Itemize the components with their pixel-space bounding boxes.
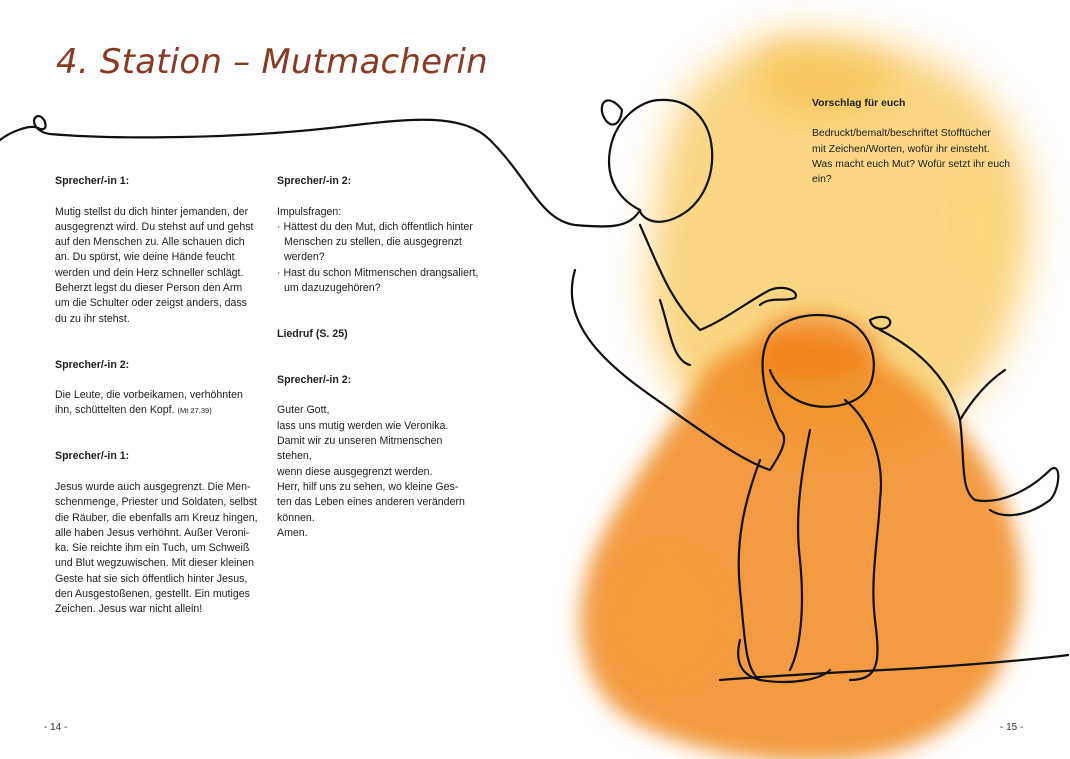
text-line: schenmenge, Priester und Soldaten, selbst bbox=[55, 496, 257, 509]
list-item bbox=[277, 266, 492, 297]
page-number-left: - 14 - bbox=[44, 722, 68, 733]
prayer-line: Guter Gott, bbox=[277, 404, 330, 417]
speaker-heading: Sprecher/-in 2: bbox=[55, 358, 130, 371]
text-line: an. Du spürst, wie deine Hände feucht bbox=[55, 251, 235, 264]
suggestion-line: Bedruckt/bemalt/beschriftet Stofftücher bbox=[812, 128, 991, 140]
text-line: alle haben Jesus verhöhnt. Außer Veroni- bbox=[55, 526, 250, 539]
prayer-line: Damit wir zu unseren Mitmenschen bbox=[277, 435, 443, 448]
prayer-line: stehen, bbox=[277, 450, 312, 463]
page-number-right: - 15 - bbox=[1000, 722, 1024, 733]
suggestion-line: Was macht euch Mut? Wofür setzt ihr euch bbox=[812, 158, 1011, 170]
suggestion-line: ein? bbox=[812, 174, 832, 186]
middle-column bbox=[277, 174, 492, 541]
prayer-line: Amen. bbox=[277, 526, 308, 539]
impulse-list bbox=[277, 220, 492, 296]
text-line: werden und dein Herz schneller schlägt. bbox=[55, 266, 244, 279]
text-line: auf den Menschen zu. Alle schauen dich bbox=[55, 236, 245, 249]
song-heading: Liedruf (S. 25) bbox=[277, 327, 348, 340]
text-line: und Blut wegzuwischen. Mit dieser kleinen bbox=[55, 557, 255, 570]
text-fragment: werden? bbox=[284, 251, 325, 264]
text-fragment: ihn, schüttelten den Kopf. bbox=[55, 404, 175, 417]
suggestion-box bbox=[812, 96, 1022, 187]
prayer-line: können. bbox=[277, 511, 315, 524]
impulse-intro: Impulsfragen: bbox=[277, 205, 342, 218]
speaker-heading: Sprecher/-in 1: bbox=[55, 450, 130, 463]
text-line bbox=[55, 403, 270, 418]
text-line: die Räuber, die ebenfalls am Kreuz hingen, bbox=[55, 511, 258, 524]
text-fragment: Menschen zu stellen, die ausgegrenzt bbox=[284, 236, 462, 249]
speaker-heading: Sprecher/-in 1: bbox=[55, 175, 130, 187]
text-fragment: Hast du schon Mitmenschen drangsaliert, bbox=[283, 266, 479, 279]
text-line: Beherzt legst du dieser Person den Arm bbox=[55, 282, 243, 295]
speaker-heading: Sprecher/-in 2: bbox=[277, 373, 352, 386]
text-fragment: Hättest du den Mut, dich öffentlich hinter bbox=[283, 220, 473, 233]
text-line: Zeichen. Jesus war nicht allein! bbox=[55, 603, 203, 616]
suggestion-heading: Vorschlag für euch bbox=[812, 98, 906, 109]
text-line: Geste hat sie sich öffentlich hinter Jesus, bbox=[55, 572, 248, 585]
prayer-line: wenn diese ausgegrenzt werden. bbox=[277, 465, 433, 478]
text-line: Die Leute, die vorbeikamen, verhöhnten bbox=[55, 389, 243, 402]
prayer-line: Herr, hilf uns zu sehen, wo kleine Ges- bbox=[277, 480, 459, 493]
text-fragment: um dazuzugehören? bbox=[284, 282, 381, 295]
speaker-heading: Sprecher/-in 2: bbox=[277, 175, 352, 187]
text-line: ausgegrenzt wird. Du stehst auf und gehst bbox=[55, 220, 254, 233]
text-line: den Ausgestoßenen, gestellt. Ein mutiges bbox=[55, 588, 250, 601]
prayer-line: lass uns mutig werden wie Veronika. bbox=[277, 419, 449, 432]
text-line: Jesus wurde auch ausgegrenzt. Die Men- bbox=[55, 480, 251, 493]
text-line: du zu ihr stehst. bbox=[55, 312, 130, 325]
left-column bbox=[55, 174, 270, 618]
prayer-line: ten das Leben eines anderen verändern bbox=[277, 496, 465, 509]
text-line: ka. Sie reichte ihm ein Tuch, um Schweiß bbox=[55, 542, 250, 555]
text-line: Mutig stellst du dich hinter jemanden, der bbox=[55, 205, 249, 218]
suggestion-line: mit Zeichen/Worten, wofür ihr einsteht. bbox=[812, 143, 990, 155]
text-line: um die Schulter oder zeigst anders, dass bbox=[55, 297, 247, 310]
list-item bbox=[277, 220, 492, 266]
page-title: 4. Station – Mutmacherin bbox=[56, 42, 488, 82]
bible-reference: (Mt 27,39) bbox=[177, 406, 212, 416]
